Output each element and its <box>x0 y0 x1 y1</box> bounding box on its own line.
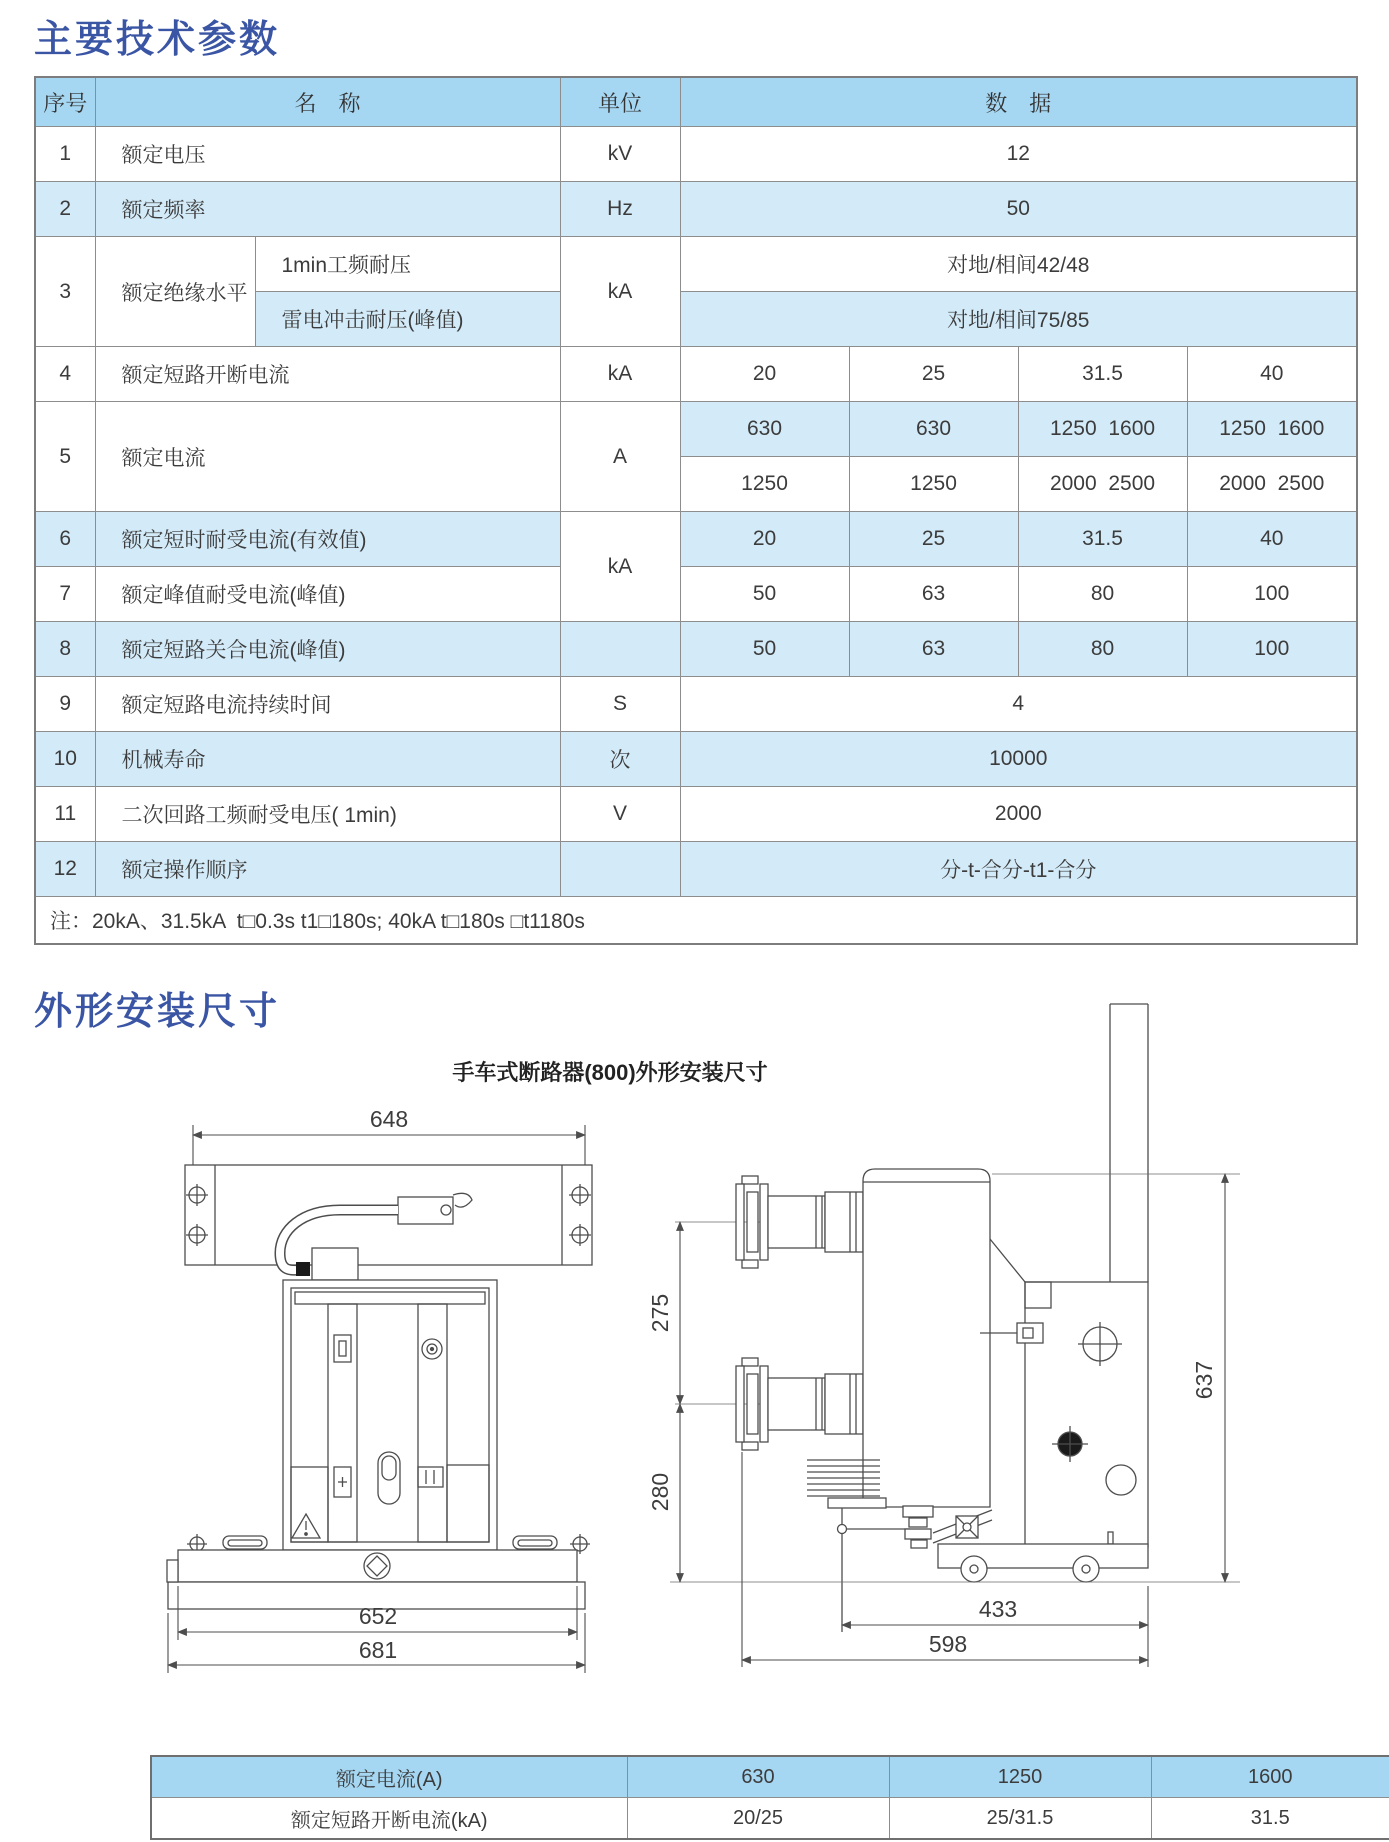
rating-value: 25/31.5 <box>889 1798 1151 1840</box>
cell-data: 分-t-合分-t1-合分 <box>680 842 1357 897</box>
dim-label-637: 637 <box>1191 1360 1217 1400</box>
row-mechanical-life <box>35 732 1357 787</box>
row-duration <box>35 677 1357 732</box>
row-operating-sequence <box>35 842 1357 897</box>
dim-label-652: 652 <box>358 1603 398 1629</box>
row-breaking-current <box>35 347 1357 402</box>
dim-label-433: 433 <box>978 1596 1018 1622</box>
cell-unit: kA <box>560 512 680 622</box>
drawing-caption: 手车式断路器(800)外形安装尺寸 <box>452 1060 768 1085</box>
side-view-geometry <box>670 1004 1240 1667</box>
cell-data: 50 <box>680 182 1357 237</box>
spec-header-row <box>35 77 1357 127</box>
cell-data: 80 <box>1018 622 1187 677</box>
cell-seq: 1 <box>35 127 95 182</box>
cell-data: 50 <box>680 622 849 677</box>
cell-seq: 5 <box>35 402 95 512</box>
cell-subname: 雷电冲击耐压(峰值) <box>255 292 560 347</box>
breaker-front-panel <box>283 1280 497 1550</box>
pole-housing <box>863 1169 990 1507</box>
cell-unit <box>560 622 680 677</box>
cell-subname: 1min工频耐压 <box>255 237 560 292</box>
cell-data: 20 <box>680 512 849 567</box>
lower-pole-terminal <box>736 1358 863 1450</box>
row-rated-frequency <box>35 182 1357 237</box>
cell-data: 1250 <box>680 457 849 512</box>
cell-data: 对地/相间42/48 <box>680 237 1357 292</box>
cell-data: 31.5 <box>1018 512 1187 567</box>
cell-data: 40 <box>1187 512 1357 567</box>
header-unit: 单位 <box>560 77 680 127</box>
rating-value: 1600 <box>1151 1756 1389 1798</box>
cell-name: 额定短路关合电流(峰值) <box>95 622 560 677</box>
cell-data: 2000 <box>680 787 1357 842</box>
cell-data: 25 <box>849 512 1018 567</box>
rating-value: 20/25 <box>627 1798 889 1840</box>
cell-unit: A <box>560 402 680 512</box>
cell-seq: 4 <box>35 347 95 402</box>
row-short-time-withstand <box>35 512 1357 567</box>
side-view-drawing <box>580 992 1280 1692</box>
cell-data: 630 <box>849 402 1018 457</box>
cell-data: 1250 1600 <box>1187 402 1357 457</box>
cell-data: 40 <box>1187 347 1357 402</box>
cell-name: 额定绝缘水平 <box>95 237 255 347</box>
dim-label-681: 681 <box>358 1637 398 1663</box>
row-rated-current-a <box>35 402 1357 457</box>
cell-seq: 3 <box>35 237 95 347</box>
section-title-main-parameters: 主要技术参数 <box>34 19 281 61</box>
row-peak-withstand <box>35 567 1357 622</box>
cell-seq: 10 <box>35 732 95 787</box>
cell-data: 1250 <box>849 457 1018 512</box>
row-rated-voltage <box>35 127 1357 182</box>
cell-data: 20 <box>680 347 849 402</box>
mechanism-housing <box>1025 1282 1148 1547</box>
cell-seq: 11 <box>35 787 95 842</box>
cell-unit: V <box>560 787 680 842</box>
cell-unit: 次 <box>560 732 680 787</box>
row-insulation-level-a <box>35 237 1357 292</box>
cell-data: 80 <box>1018 567 1187 622</box>
cell-unit: kA <box>560 237 680 347</box>
cell-data: 63 <box>849 622 1018 677</box>
secondary-plug <box>398 1197 453 1224</box>
header-seq: 序号 <box>35 77 95 127</box>
cell-name: 额定操作顺序 <box>95 842 560 897</box>
cell-unit: kA <box>560 347 680 402</box>
cell-data: 25 <box>849 347 1018 402</box>
section-title-dimensions: 外形安装尺寸 <box>34 991 281 1033</box>
cell-data: 100 <box>1187 622 1357 677</box>
rating-label: 额定短路开断电流(kA) <box>151 1798 627 1840</box>
rating-value: 630 <box>627 1756 889 1798</box>
cell-data: 50 <box>680 567 849 622</box>
upper-pole-terminal <box>736 1176 863 1268</box>
row-note <box>35 897 1357 945</box>
cell-data: 630 <box>680 402 849 457</box>
cell-seq: 7 <box>35 567 95 622</box>
rating-value: 1250 <box>889 1756 1151 1798</box>
cell-data: 10000 <box>680 732 1357 787</box>
table-note: 注：20kA、31.5kA t□0.3s t1□180s; 40kA t□180s □t1180s <box>35 897 1357 945</box>
cell-data: 4 <box>680 677 1357 732</box>
cell-data: 对地/相间75/85 <box>680 292 1357 347</box>
cell-name: 额定短时耐受电流(有效值) <box>95 512 560 567</box>
cell-seq: 8 <box>35 622 95 677</box>
dim-label-275: 275 <box>647 1293 673 1333</box>
cell-name: 二次回路工频耐受电压( 1min) <box>95 787 560 842</box>
cell-name: 额定短路电流持续时间 <box>95 677 560 732</box>
cell-data: 1250 1600 <box>1018 402 1187 457</box>
rating-row-current <box>151 1756 1389 1798</box>
rating-row-breaking <box>151 1798 1389 1840</box>
base-frame <box>178 1550 577 1582</box>
row-making-current <box>35 622 1357 677</box>
dim-label-280: 280 <box>647 1472 673 1512</box>
row-secondary-circuit <box>35 787 1357 842</box>
rating-table <box>150 1755 1389 1840</box>
cell-name: 机械寿命 <box>95 732 560 787</box>
header-name: 名 称 <box>95 77 560 127</box>
rating-label: 额定电流(A) <box>151 1756 627 1798</box>
cell-data: 12 <box>680 127 1357 182</box>
cell-name: 额定峰值耐受电流(峰值) <box>95 567 560 622</box>
front-view-drawing <box>150 1092 610 1682</box>
cell-seq: 12 <box>35 842 95 897</box>
front-view-geometry <box>167 1125 592 1673</box>
cell-data: 2000 2500 <box>1187 457 1357 512</box>
cell-name: 额定电压 <box>95 127 560 182</box>
cell-data: 100 <box>1187 567 1357 622</box>
spec-table <box>34 76 1358 945</box>
cell-name: 额定频率 <box>95 182 560 237</box>
cell-seq: 9 <box>35 677 95 732</box>
header-data: 数 据 <box>680 77 1357 127</box>
cell-data: 31.5 <box>1018 347 1187 402</box>
dim-label-648: 648 <box>369 1106 409 1132</box>
rating-value: 31.5 <box>1151 1798 1389 1840</box>
cell-name: 额定短路开断电流 <box>95 347 560 402</box>
cell-name: 额定电流 <box>95 402 560 512</box>
cell-unit: S <box>560 677 680 732</box>
cell-unit: kV <box>560 127 680 182</box>
cell-data: 63 <box>849 567 1018 622</box>
cell-unit: Hz <box>560 182 680 237</box>
cell-seq: 6 <box>35 512 95 567</box>
cell-data: 2000 2500 <box>1018 457 1187 512</box>
cell-seq: 2 <box>35 182 95 237</box>
cell-unit <box>560 842 680 897</box>
dim-label-598: 598 <box>928 1631 968 1657</box>
